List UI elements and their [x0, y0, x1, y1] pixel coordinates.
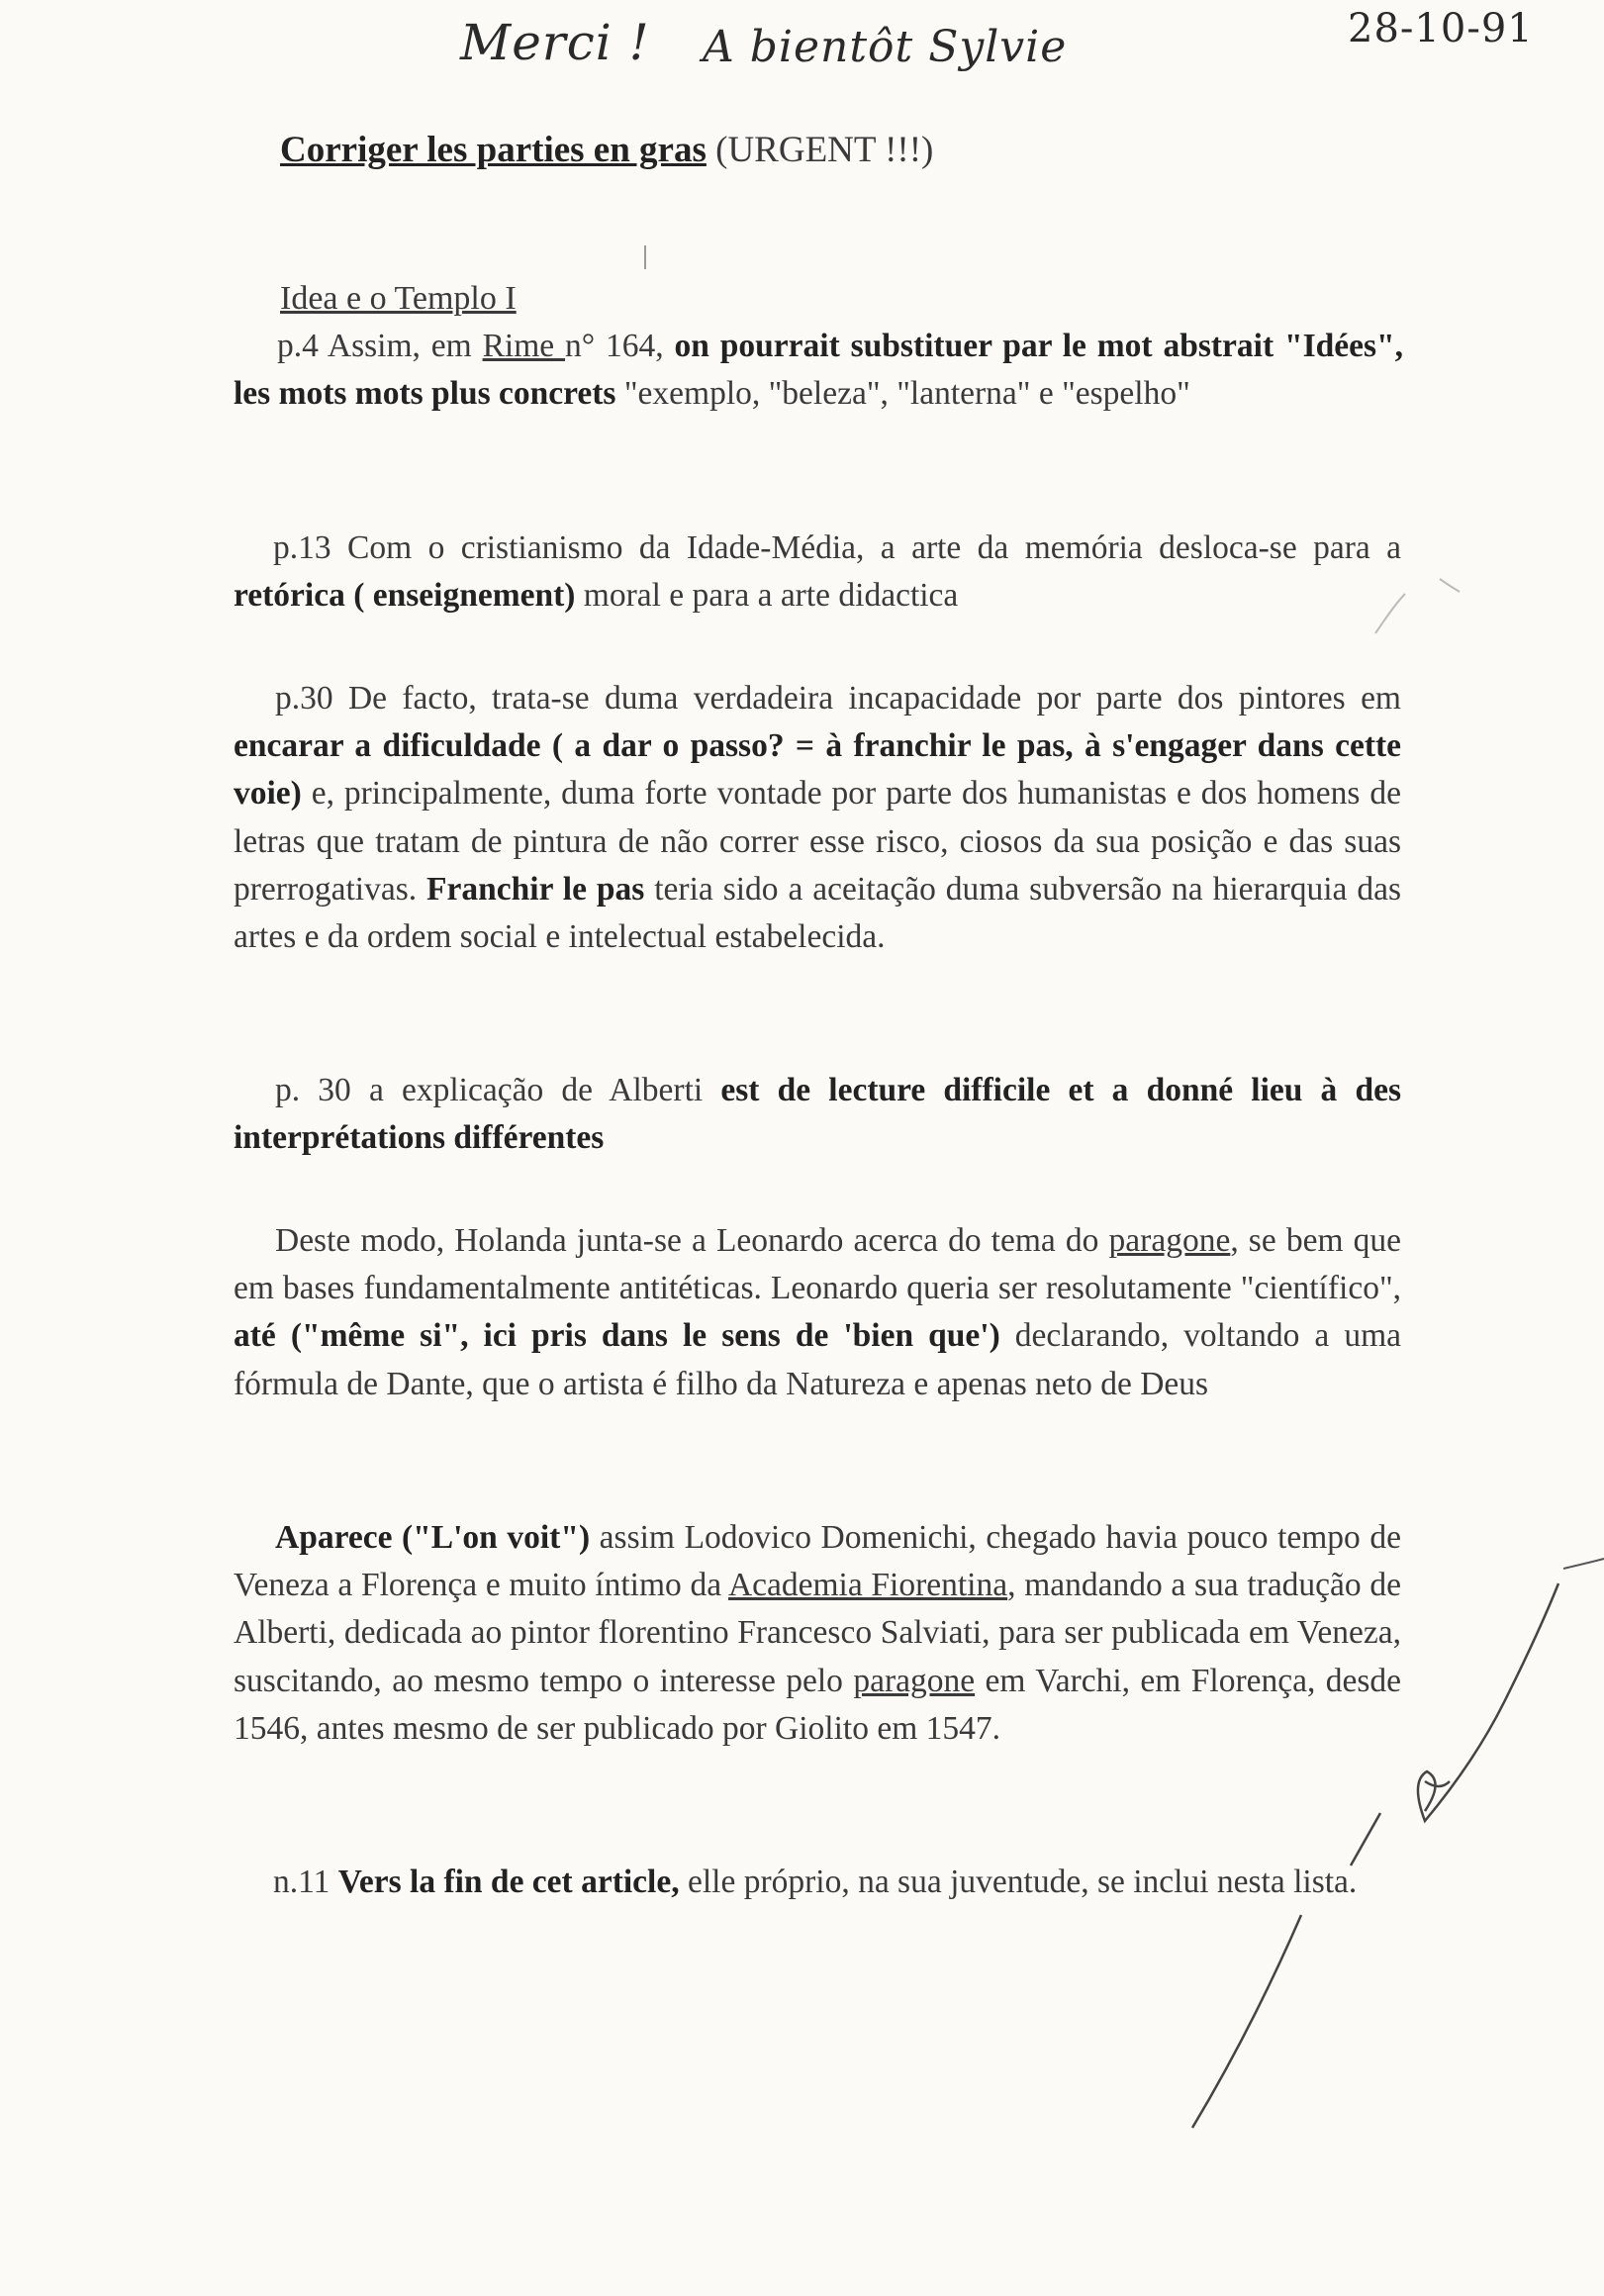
holanda-text-e: declarando, voltando a uma fórmula de Dante, que o artista é filho da Natureza e apenas neto de Deus	[234, 1317, 1401, 1402]
p13-text-c: moral e para a arte didactica	[575, 577, 959, 615]
holanda-text-c: , se bem que em bases fundamentalmente antitéticas. Leonardo queria ser resolutamente "científico",	[234, 1222, 1402, 1307]
p30a-text-a: p.30 De facto, trata-se duma verdadeira incapacidade por parte dos pintores em	[275, 680, 1401, 717]
pen-diagonal-stroke	[1351, 1813, 1380, 1866]
p4-text-c: n° 164,	[565, 328, 675, 364]
domenichi-paragone: paragone	[853, 1662, 976, 1699]
domenichi-bold-correction: Aparece ("L'on voit")	[275, 1519, 591, 1556]
holanda-paragone: paragone	[1108, 1222, 1231, 1259]
section-title-text: Idea e o Templo I	[280, 280, 517, 317]
p30a-text-c: e, principalmente, duma forte vontade por parte dos humanistas e dos homens de letras que tratam de pintura de não correr esse risco, ciosos da sua posição e das suas prerrogativas.	[234, 775, 1401, 908]
urgent-note: (URGENT !!!)	[715, 130, 934, 170]
p4-text-a: p.4 Assim, em	[277, 328, 483, 364]
p30a-bold-franchir: Franchir le pas	[426, 870, 645, 908]
p4-rime-link: Rime	[482, 328, 566, 364]
pen-faint-stroke	[1375, 594, 1405, 633]
p13-bold-correction: retórica ( enseignement)	[234, 577, 576, 615]
p4-text-e: "exemplo, "beleza", "lanterna" e "espelho"	[615, 375, 1190, 413]
pen-faint-stroke-2	[1440, 579, 1460, 592]
holanda-text-a: Deste modo, Holanda junta-se a Leonardo acerca do tema do	[275, 1222, 1109, 1259]
handwritten-date: 28-10-91	[1348, 6, 1534, 51]
domenichi-text-b: assim Lodovico Domenichi, chegado havia pouco tempo de Veneza a Florença e muito íntimo da	[234, 1519, 1401, 1604]
p13-text-a: p.13 Com o cristianismo da Idade-Média, a arte da memória desloca-se para a	[273, 529, 1401, 566]
p30a-text-e: teria sido a aceitação duma subversão na hierarquia das artes e da ordem social e intelectual estabelecida.	[234, 870, 1401, 956]
n11-text-c: elle próprio, na sua juventude, se inclui nesta lista.	[679, 1864, 1358, 1900]
pen-curve-hook	[1425, 1781, 1450, 1786]
p30b-bold-correction: est de lecture difficile et a donné lieu à des interprétations différentes	[234, 1072, 1401, 1157]
n11-bold-correction: Vers la fin de cet article,	[337, 1864, 680, 1900]
pen-edge-stroke	[1563, 1559, 1604, 1569]
p30a-bold-correction: encarar a dificuldade ( a dar o passo? = à franchir le pas, à s'engager dans cette voie)	[234, 727, 1401, 813]
p30b-text-a: p. 30 a explicação de Alberti	[275, 1072, 721, 1108]
n11-text-a: n.11	[273, 1864, 338, 1900]
domenichi-text-f: em Varchi, em Florença, desde 1546, antes mesmo de ser publicado por Giolito em 1547.	[234, 1662, 1401, 1747]
instruction-text: Corriger les parties en gras	[280, 130, 707, 170]
handwritten-closing: A bientôt Sylvie	[703, 22, 1068, 72]
domenichi-text-d: , mandando a sua tradução de Alberti, dedicada ao pintor florentino Francesco Salviati, para ser publicada em Veneza, suscitando, ao mesmo tempo o interesse pelo	[234, 1567, 1401, 1699]
pen-long-stroke	[1192, 1915, 1301, 2128]
domenichi-academia: Academia Fiorentina	[727, 1567, 1008, 1604]
p4-bold-correction: on pourrait substituer par le mot abstrait "Idées", les mots mots plus concrets	[234, 328, 1403, 413]
holanda-bold-correction: até ("même si", ici pris dans le sens de 'bien que')	[234, 1317, 1000, 1355]
handwritten-greeting: Merci !	[460, 14, 650, 71]
